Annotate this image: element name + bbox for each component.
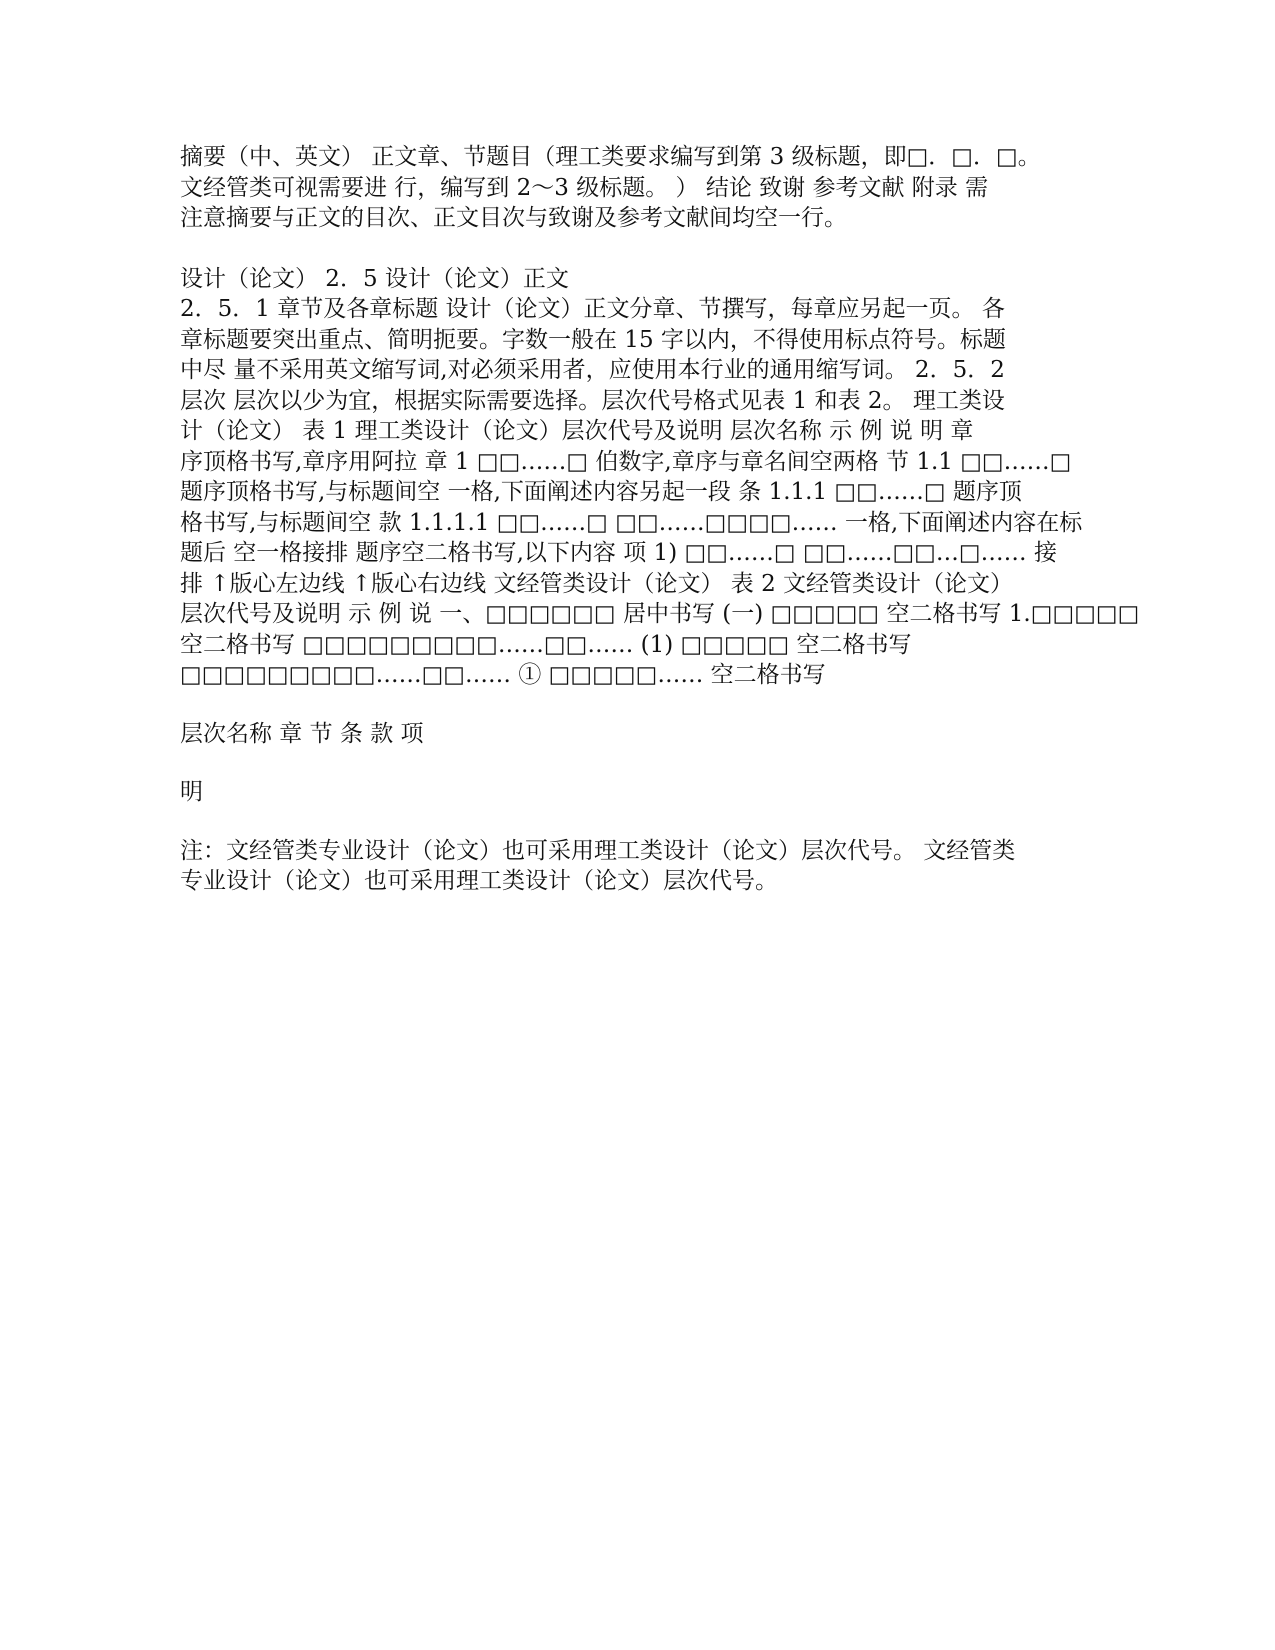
paragraph-level-names (180, 719, 1085, 750)
text-line: 题序顶格书写,与标题间空 一格,下面阐述内容另起一段 条 1.1.1 □□……□ 题序顶 (180, 479, 1022, 505)
paragraph-gap (180, 691, 1085, 719)
text-line: 计（论文） 表 1 理工类设计（论文）层次代号及说明 层次名称 示 例 说 明 章 (180, 418, 974, 444)
paragraph-toc-requirements (180, 142, 1085, 234)
text-line: 专业设计（论文）也可采用理工类设计（论文）层次代号。 (180, 868, 778, 894)
paragraph-body-text (180, 264, 1140, 691)
text-line: 2．5．1 章节及各章标题 设计（论文）正文分章、节撰写，每章应另起一页。 各 (180, 296, 1005, 322)
text-line: 摘要（中、英文） 正文章、节题目（理工类要求编写到第 3 级标题，即□．□．□。 (180, 144, 1041, 170)
text-line: 中尽 量不采用英文缩写词,对必须采用者，应使用本行业的通用缩写词。 2．5．2 (180, 357, 1005, 383)
text-line: 注意摘要与正文的目次、正文目次与致谢及参考文献间均空一行。 (180, 205, 847, 231)
paragraph-note (180, 836, 1085, 897)
paragraph-gap (180, 749, 1085, 777)
paragraph-gap (180, 234, 1085, 264)
document-page (180, 142, 1140, 897)
text-line: 设计（论文） 2．5 设计（论文）正文 (180, 265, 569, 292)
text-line: 排 ↑版心左边线 ↑版心右边线 文经管类设计（论文） 表 2 文经管类设计（论文） (180, 570, 1014, 597)
text-line: □□□□□□□□□……□□…… ① □□□□□…… 空二格书写 (180, 662, 826, 688)
text-line: 章标题要突出重点、简明扼要。字数一般在 15 字以内，不得使用标点符号。标题 (180, 326, 1006, 353)
text-line: 格书写,与标题间空 款 1.1.1.1 □□……□ □□……□□□□…… 一格,下面阐述内容在标 (180, 509, 1083, 536)
paragraph-gap (180, 808, 1085, 836)
text-line: 题后 空一格接排 题序空二格书写,以下内容 项 1) □□……□ □□……□□…□…… 接 (180, 540, 1057, 566)
paragraph-single-char (180, 777, 1085, 808)
text-line: 空二格书写 □□□□□□□□□……□□…… (1) □□□□□ 空二格书写 (180, 631, 912, 658)
text-line: 层次名称 章 节 条 款 项 (180, 720, 424, 747)
text-line: 文经管类可视需要进 行，编写到 2～3 级标题。 ） 结论 致谢 参考文献 附录 需 (180, 174, 989, 201)
text-line: 序顶格书写,章序用阿拉 章 1 □□……□ 伯数字,章序与章名间空两格 节 1.1 □□……□ (180, 448, 1072, 475)
text-line: 注：文经管类专业设计（论文）也可采用理工类设计（论文）层次代号。 文经管类 (180, 837, 1016, 864)
text-line: 明 (180, 779, 203, 805)
text-line: 层次代号及说明 示 例 说 一、□□□□□□ 居中书写 (一) □□□□□ 空二格书写 1.□□□□□ (180, 601, 1140, 627)
text-line: 层次 层次以少为宜，根据实际需要选择。层次代号格式见表 1 和表 2。 理工类设 (180, 387, 1005, 414)
